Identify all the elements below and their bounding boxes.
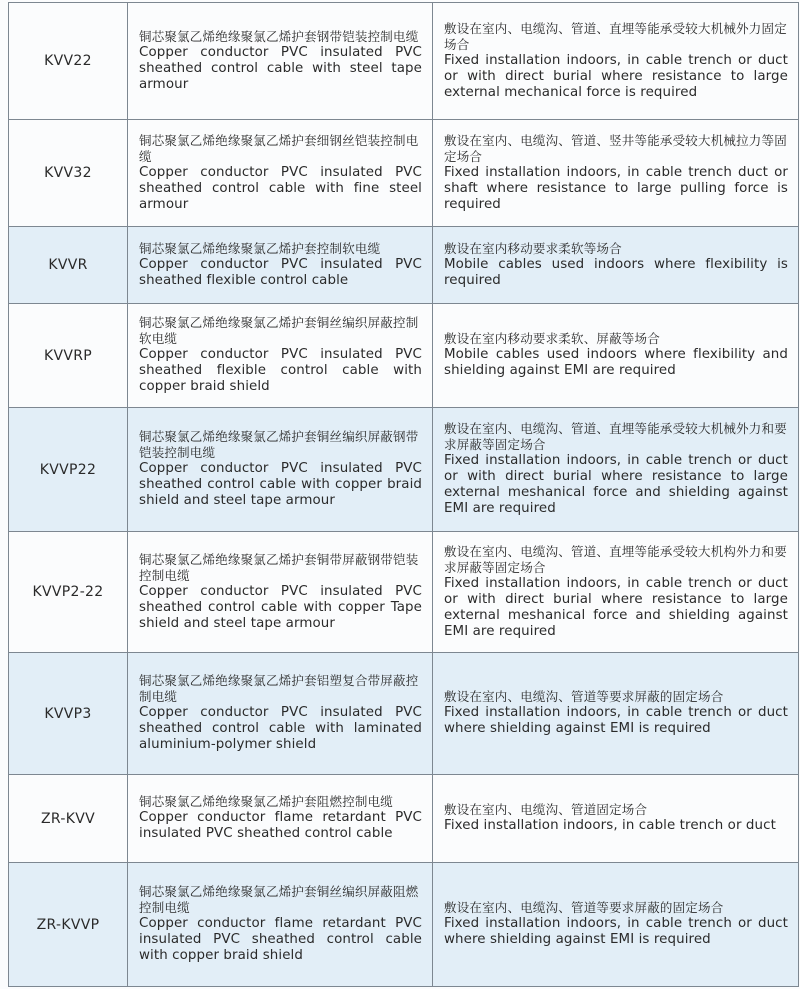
application-zh: 敷设在室内移动要求柔软等场合	[444, 240, 622, 256]
application-en: Mobile cables used indoors where flexibility and shielding against EMI are required	[444, 347, 788, 378]
model-cell	[9, 532, 128, 653]
application-en: Fixed installation indoors, in cable trench or duct where shielding against EMI is required	[444, 916, 788, 947]
application-cell	[433, 3, 799, 120]
application-zh: 敷设在室内、电缆沟、管道、直埋等能承受较大机械外力和要求屏蔽等固定场合	[444, 421, 787, 452]
application-en: Fixed installation indoors, in cable trench or duct where shielding against EMI is required	[444, 705, 788, 736]
model-code: ZR-KVVP	[36, 916, 100, 933]
application-zh: 敷设在室内、电缆沟、管道、直埋等能承受较大机构外力和要求屏蔽等固定场合	[444, 543, 787, 575]
model-cell	[9, 3, 128, 120]
description-cell	[128, 863, 433, 987]
model-code: KVVP2-22	[32, 584, 104, 600]
description-zh: 铜芯聚氯乙烯绝缘聚氯乙烯护套控制软电缆	[139, 240, 381, 256]
model-code: ZR-KVV	[41, 810, 95, 827]
table-row	[9, 863, 799, 987]
application-cell	[433, 408, 799, 532]
application-cell	[433, 120, 799, 227]
description-zh: 铜芯聚氯乙烯绝缘聚氯乙烯护套阻燃控制电缆	[139, 794, 394, 809]
description-en: Copper conductor PVC insulated PVC sheathed control cable with copper Tape shield and steel tape armour	[139, 583, 422, 631]
description-cell	[128, 408, 433, 532]
model-code: KVVP22	[39, 461, 97, 478]
description-cell	[128, 532, 433, 653]
table-row	[9, 653, 799, 775]
table-row	[9, 408, 799, 532]
description-zh: 铜芯聚氯乙烯绝缘聚氯乙烯护套细钢丝铠装控制电缆	[139, 132, 419, 164]
description-en: Copper conductor PVC insulated PVC sheathed control cable with steel tape armour	[139, 44, 422, 92]
application-en: Fixed installation indoors, in cable trench or duct	[444, 818, 776, 833]
model-cell	[9, 304, 128, 408]
description-cell	[128, 120, 433, 227]
table-row	[9, 775, 799, 863]
table-row	[9, 227, 799, 304]
application-en: Fixed installation indoors, in cable trench or duct or with direct burial where resistance to large external meshanical force and shielding against EMI are required	[444, 453, 788, 516]
application-zh: 敷设在室内、电缆沟、管道、竖井等能承受较大机械拉力等固定场合	[444, 132, 787, 164]
application-cell	[433, 863, 799, 987]
table-row	[9, 304, 799, 408]
description-en: Copper conductor PVC insulated PVC sheathed control cable with copper braid shield and steel tape armour	[139, 461, 422, 508]
application-zh: 敷设在室内、电缆沟、管道等要求屏蔽的固定场合	[444, 689, 724, 704]
model-code: KVVP3	[44, 705, 92, 722]
description-zh: 铜芯聚氯乙烯绝缘聚氯乙烯护套铜丝编织屏蔽控制软电缆	[139, 315, 419, 346]
model-cell	[9, 863, 128, 987]
model-code: KVV32	[44, 165, 92, 181]
application-cell	[433, 304, 799, 408]
model-code: KVVRP	[43, 347, 92, 364]
application-zh: 敷设在室内移动要求柔软、屏蔽等场合	[444, 331, 660, 346]
description-en: Copper conductor PVC insulated PVC sheathed control cable with laminated aluminium-polymer shield	[139, 705, 422, 752]
cable-spec-table-body	[9, 3, 799, 987]
application-en: Fixed installation indoors, in cable trench or duct or with direct burial where resistance to large external meshanical force and shielding against EMI are required	[444, 575, 788, 639]
description-cell	[128, 775, 433, 863]
description-zh: 铜芯聚氯乙烯绝缘聚氯乙烯护套铝塑复合带屏蔽控制电缆	[139, 673, 419, 704]
description-zh: 铜芯聚氯乙烯绝缘聚氯乙烯护套铜丝编织屏蔽钢带铠装控制电缆	[139, 429, 419, 460]
application-en: Mobile cables used indoors where flexibility is required	[444, 256, 788, 288]
description-cell	[128, 653, 433, 775]
application-cell	[433, 775, 799, 863]
description-en: Copper conductor PVC insulated PVC sheathed flexible control cable with copper braid shield	[139, 347, 422, 394]
table-row	[9, 3, 799, 120]
description-en: Copper conductor flame retardant PVC insulated PVC sheathed control cable	[139, 810, 422, 841]
description-en: Copper conductor PVC insulated PVC sheathed control cable with fine steel armour	[139, 164, 422, 212]
model-cell	[9, 775, 128, 863]
description-zh: 铜芯聚氯乙烯绝缘聚氯乙烯护套钢带铠装控制电缆	[139, 28, 419, 44]
table-row	[9, 120, 799, 227]
application-cell	[433, 532, 799, 653]
description-en: Copper conductor flame retardant PVC insulated PVC sheathed control cable with copper braid shield	[139, 916, 422, 963]
description-zh: 铜芯聚氯乙烯绝缘聚氯乙烯护套铜丝编织屏蔽阻燃控制电缆	[139, 884, 419, 915]
model-cell	[9, 653, 128, 775]
model-cell	[9, 227, 128, 304]
application-cell	[433, 653, 799, 775]
model-code: KVVR	[48, 257, 88, 273]
model-code: KVV22	[44, 53, 92, 69]
description-cell	[128, 3, 433, 120]
description-en: Copper conductor PVC insulated PVC sheathed flexible control cable	[139, 256, 422, 288]
application-zh: 敷设在室内、电缆沟、管道固定场合	[444, 802, 648, 817]
model-cell	[9, 120, 128, 227]
table-row	[9, 532, 799, 653]
cable-spec-table	[8, 2, 799, 987]
application-zh: 敷设在室内、电缆沟、管道、直埋等能承受较大机械外力固定场合	[444, 20, 787, 52]
description-cell	[128, 227, 433, 304]
description-zh: 铜芯聚氯乙烯绝缘聚氯乙烯护套铜带屏蔽钢带铠装控制电缆	[139, 551, 419, 583]
description-cell	[128, 304, 433, 408]
model-cell	[9, 408, 128, 532]
application-en: Fixed installation indoors, in cable trench or duct or with direct burial where resistance to large external mechanical force is required	[444, 52, 788, 100]
application-en: Fixed installation indoors, in cable trench duct or shaft where resistance to large pulling force is required	[444, 164, 788, 212]
application-cell	[433, 227, 799, 304]
application-zh: 敷设在室内、电缆沟、管道等要求屏蔽的固定场合	[444, 900, 724, 915]
